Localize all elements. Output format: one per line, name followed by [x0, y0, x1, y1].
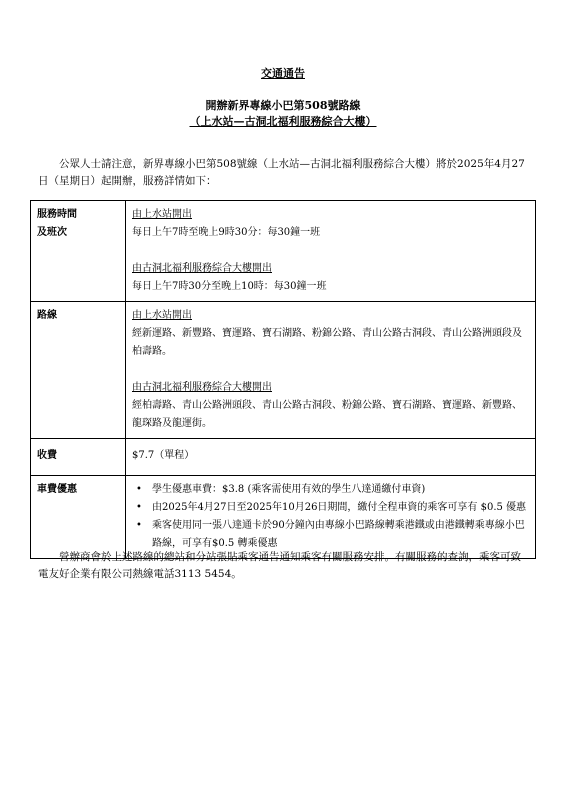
footer-paragraph: 營辦商會於上述路線的總站和分站張貼乘客通告通知乘客有關服務安排。有關服務的查詢，乘客可致電友好企業有限公司熱線電話3113 5454。 [38, 551, 521, 580]
intro-paragraph: 公眾人士請注意，新界專線小巴第508號線（上水站—古洞北福利服務綜合大樓）將於2025年4月27日（星期日）起開辦，服務詳情如下： [38, 158, 525, 187]
route-dir1-title: 由上水站開出 [132, 310, 192, 321]
bullet-icon: • [136, 484, 142, 495]
notice-title: 交通通告 [261, 67, 305, 80]
concession-row [31, 476, 536, 559]
route-label: 路線 [31, 302, 126, 439]
route-dir1-text: 經新運路、新豐路、寶運路、寶石湖路、粉錦公路、青山公路古洞段、青山公路洲頭段及柏壽路。 [132, 328, 522, 357]
spacer [132, 242, 529, 260]
concession-item-text: 乘客使用同一張八達通卡於90分鐘內由專線小巴路線轉乘港鐵或由港鐵轉乘專線小巴路線，可享有$0.5 轉乘優惠 [152, 520, 525, 549]
concession-item-text: 學生優惠車費：$3.8 (乘客需使用有效的學生八達通繳付車資) [152, 484, 426, 495]
notice-subtitle-line2: （上水站—古洞北福利服務綜合大樓） [189, 115, 377, 128]
service-hours-label-line2: 及班次 [37, 227, 67, 238]
concession-cell [126, 476, 536, 559]
service-dir1-title: 由上水站開出 [132, 209, 192, 220]
bullet-icon: • [136, 502, 142, 513]
route-row [31, 302, 536, 439]
route-cell [126, 302, 536, 439]
service-hours-cell [126, 201, 536, 302]
service-dir1-text: 每日上午7時至晚上9時30分：每30鐘一班 [132, 227, 321, 238]
concession-item-text: 由2025年4月27日至2025年10月26日期間，繳付全程車資的乘客可享有 $0.5 優惠 [152, 502, 527, 513]
service-hours-label [31, 201, 126, 302]
service-details-table [30, 200, 536, 559]
fare-label: 收費 [31, 439, 126, 476]
service-hours-row [31, 201, 536, 302]
concession-list [132, 481, 529, 553]
concession-item [136, 517, 529, 553]
service-dir2-title: 由古洞北福利服務綜合大樓開出 [132, 263, 272, 274]
spacer [132, 361, 529, 379]
fare-value: $7.7（單程） [126, 439, 536, 476]
concession-label: 車費優惠 [31, 476, 126, 559]
route-dir2-text: 經柏壽路、青山公路洲頭段、青山公路古洞段、粉錦公路、寶石湖路、寶運路、新豐路、龍琛路及龍運街。 [132, 400, 522, 429]
service-dir2-text: 每日上午7時30分至晚上10時：每30鐘一班 [132, 281, 327, 292]
notice-subtitle-line1: 開辦新界專線小巴第508號路線 [205, 99, 361, 112]
route-dir2-title: 由古洞北福利服務綜合大樓開出 [132, 382, 272, 393]
fare-row [31, 439, 536, 476]
concession-item [136, 499, 529, 517]
bullet-icon: • [136, 520, 142, 531]
concession-item [136, 481, 529, 499]
service-hours-label-line1: 服務時間 [37, 209, 77, 220]
